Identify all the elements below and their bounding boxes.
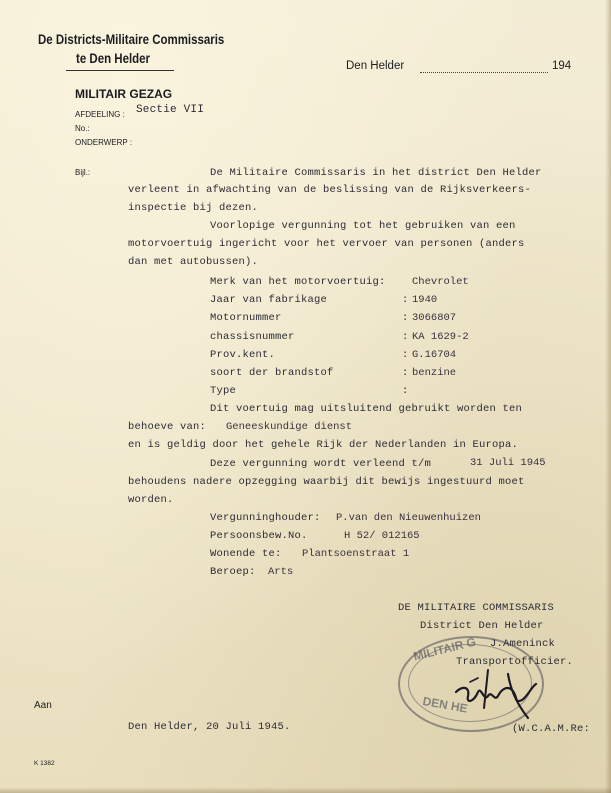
- vehicle-label-type: Type: [210, 385, 237, 397]
- afdeling-value: Sectie VII: [136, 104, 205, 116]
- holder-value-vergunninghouder: P.van den Nieuwenhuizen: [336, 512, 481, 524]
- vehicle-label-brandstof: soort der brandstof: [210, 367, 334, 379]
- body-p1-line1: De Militaire Commissaris in het district Den Helder: [210, 167, 542, 179]
- body-p1-line3: inspectie bij dezen.: [128, 202, 259, 214]
- number-label: No.:: [75, 124, 90, 133]
- vehicle-colon-jaar: :: [402, 294, 409, 306]
- vehicle-label-provkent: Prov.kent.: [210, 349, 276, 361]
- usage-line3: en is geldig door het gehele Rijk der Nederlanden in Europa.: [128, 439, 519, 451]
- vehicle-value-merk: Chevrolet: [412, 276, 469, 288]
- vehicle-colon-brandstof: :: [402, 367, 409, 379]
- holder-value-beroep: Arts: [268, 566, 294, 578]
- validity-line1-prefix: Deze vergunning wordt verleend t/m: [210, 458, 432, 470]
- usage-line2-prefix: behoeve van:: [128, 421, 207, 433]
- vehicle-label-jaar: Jaar van fabrikage: [210, 294, 328, 306]
- body-p2-line1: Voorlopige vergunning tot het gebruiken van een: [210, 220, 516, 232]
- bijlagen-label: Bijl.:: [75, 168, 91, 177]
- vehicle-value-provkent: G.16704: [412, 349, 457, 361]
- vehicle-value-motornummer: 3066807: [412, 312, 457, 324]
- body-p2-line2: motorvoertuig ingericht voor het vervoer van personen (anders: [128, 238, 525, 250]
- signature-line4: Transportofficier.: [456, 656, 574, 668]
- onderwerp-label: ONDERWERP :: [75, 138, 133, 147]
- stamp-top-text: MILITAIR G: [412, 634, 478, 664]
- signature-line2: District Den Helder: [420, 620, 544, 632]
- validity-line2: behoudens nadere opzegging waarbij dit bewijs ingestuurd moet: [128, 476, 525, 488]
- vehicle-colon-provkent: :: [402, 349, 409, 361]
- vehicle-colon-chassisnummer: :: [402, 331, 409, 343]
- handwritten-signature: [448, 656, 544, 726]
- date-dotted-line: [420, 72, 548, 73]
- usage-line2-value: Geneeskundige dienst: [226, 421, 353, 433]
- body-p1-line2: verleent in afwachting van de beslissing van de Rijksverkeers-: [128, 184, 532, 196]
- validity-line1-value: 31 Juli 1945: [470, 457, 546, 469]
- vehicle-label-motornummer: Motornummer: [210, 312, 282, 324]
- signature-line1: DE MILITAIRE COMMISSARIS: [398, 602, 555, 614]
- usage-line1: Dit voertuig mag uitsluitend gebruikt worden ten: [210, 403, 523, 415]
- holder-value-wonende: Plantsoenstraat 1: [302, 548, 410, 560]
- vehicle-value-jaar: 1940: [412, 294, 438, 306]
- vehicle-value-chassisnummer: KA 1629-2: [412, 331, 469, 343]
- vehicle-label-chassisnummer: chassisnummer: [210, 331, 295, 343]
- body-p2-line3: dan met autobussen).: [128, 256, 259, 268]
- letterhead-line1: De Districts-Militaire Commissaris: [38, 31, 225, 47]
- paper-bottom-shadow: [0, 787, 611, 793]
- holder-label-vergunninghouder: Vergunninghouder:: [210, 512, 321, 524]
- validity-line3: worden.: [128, 494, 174, 506]
- stamp-bottom-text: DEN HE: [421, 694, 469, 716]
- form-code: K 1382: [34, 760, 55, 767]
- paper-edge-shadow: [605, 0, 611, 793]
- vehicle-value-brandstof: benzine: [412, 367, 457, 379]
- vehicle-colon-motornummer: :: [402, 312, 409, 324]
- aan-label: Aan: [34, 700, 52, 711]
- holder-label-persoonsbewijs: Persoonsbew.No.: [210, 530, 308, 542]
- footer-initials: (W.C.A.M.Re:: [512, 723, 591, 735]
- afdeling-label: AFDEELING :: [75, 110, 125, 119]
- place-label: Den Helder: [346, 60, 405, 72]
- department-title: MILITAIR GEZAG: [75, 87, 173, 101]
- footer-date-line: Den Helder, 20 Juli 1945.: [128, 721, 291, 733]
- letterhead-underline: [66, 70, 174, 71]
- vehicle-label-merk: Merk van het motorvoertuig:: [210, 276, 386, 288]
- signature-line3: J.Ameninck: [490, 638, 556, 650]
- holder-label-wonende: Wonende te:: [210, 548, 282, 560]
- year-prefix: 194: [552, 60, 572, 72]
- vehicle-colon-type: :: [402, 385, 409, 397]
- letterhead-line2: te Den Helder: [76, 50, 151, 66]
- holder-label-beroep: Beroep:: [210, 566, 256, 578]
- holder-value-persoonsbewijs: H 52/ 012165: [344, 530, 420, 542]
